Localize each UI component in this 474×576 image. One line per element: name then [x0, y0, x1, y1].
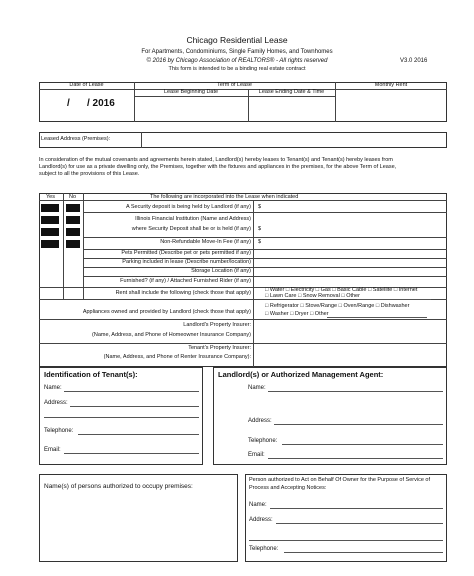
storage-location-label: Storage Location (if any)	[191, 268, 251, 274]
yes-checkbox-row-1[interactable]	[41, 204, 59, 212]
no-checkbox-row-1[interactable]	[66, 204, 80, 212]
landlord-name-label: Name:	[248, 385, 266, 391]
landlord-address-label: Address:	[248, 418, 272, 424]
tenant-insurer-label: Tenant's Property Insurer:	[188, 345, 251, 351]
tenant-telephone-field[interactable]	[78, 434, 199, 435]
no-column-header: No	[69, 194, 77, 200]
binding-notice: This form is intended to be a binding real estate contract	[168, 66, 306, 72]
version-label: V3.0 2016	[400, 58, 428, 64]
tenant-address-field[interactable]	[70, 406, 199, 407]
lease-beginning-date-header: Lease Beginning Date	[163, 89, 219, 95]
landlord-insurer-label: Landlord's Property Insurer:	[183, 322, 251, 328]
monthly-rent-header: Monthly Rent	[374, 82, 408, 88]
utilities-options-line-2[interactable]: □ Lawn Care □ Snow Removal □ Other	[265, 293, 360, 299]
landlord-telephone-label: Telephone:	[248, 438, 278, 444]
yes-column-header: Yes	[46, 194, 55, 200]
tenant-address-field-2[interactable]	[44, 417, 199, 418]
lease-ending-date-header: Lease Ending Date & Time	[258, 89, 325, 95]
yes-checkbox-row-4[interactable]	[41, 240, 59, 248]
landlord-name-field[interactable]	[268, 391, 443, 392]
no-checkbox-row-4[interactable]	[66, 240, 80, 248]
form-subtitle: For Apartments, Condominiums, Single Family Homes, and Townhomes	[141, 49, 333, 55]
landlord-telephone-field[interactable]	[282, 444, 443, 445]
authorized-name-label: Name:	[249, 502, 267, 508]
tenant-name-label: Name:	[44, 385, 62, 391]
intro-line-2: Landlord(s) for use as a private dwelling only, the Premises, together with the fixtures and appliances in the premises, for the above Term of Lease,	[39, 164, 397, 170]
landlord-email-label: Email:	[248, 452, 265, 458]
authorized-address-label: Address:	[249, 517, 273, 523]
landlord-box	[213, 367, 447, 465]
intro-line-3: subject to all the provisions of this Lease.	[39, 171, 140, 177]
appliances-options-line-2[interactable]: □ Washer □ Dryer □ Other	[265, 311, 329, 317]
tenant-telephone-label: Telephone:	[44, 428, 74, 434]
leased-address-field[interactable]	[142, 133, 446, 147]
lease-ending-date-field[interactable]	[249, 97, 334, 121]
appliances-options-line-1[interactable]: □ Refrigerator □ Stove/Range □ Oven/Range □ Dishwasher	[265, 303, 410, 309]
incorporated-header: The following are incorporated into the Lease when indicated	[150, 194, 299, 200]
landlord-title: Landlord(s) or Authorized Management Agent:	[218, 370, 384, 379]
tenant-email-label: Email:	[44, 447, 61, 453]
security-deposit-amount[interactable]: $	[258, 204, 262, 210]
authorized-telephone-label: Telephone:	[249, 546, 279, 552]
copyright-line: © 2016 by Chicago Association of REALTORS® - All rights reserved	[146, 58, 328, 64]
yes-checkbox-row-3[interactable]	[41, 228, 59, 236]
security-deposit-label: A Security deposit is being held by Landlord (if any)	[125, 204, 251, 210]
tenant-name-field[interactable]	[64, 391, 199, 392]
pets-permitted-label: Pets Permitted (Describe pet or pets permitted if any)	[121, 250, 251, 256]
tenant-email-field[interactable]	[64, 453, 199, 454]
move-in-fee-amount[interactable]: $	[258, 239, 262, 245]
appliances-label: Appliances owned and provided by Landlord (check those that apply)	[82, 309, 251, 315]
lease-beginning-date-field[interactable]	[135, 97, 247, 121]
deposit-held-label: where Security Deposit shall be or is held (if any)	[131, 226, 251, 232]
financial-institution-label: Illinois Financial Institution (Name and Address)	[135, 216, 251, 222]
monthly-rent-field[interactable]	[336, 90, 446, 121]
parking-label: Parking included in lease (Describe number/location)	[122, 259, 251, 265]
tenant-address-label: Address:	[44, 400, 68, 406]
date-slash-month[interactable]: /	[67, 98, 70, 109]
utilities-label: Rent shall include the following (check those that apply)	[115, 290, 251, 296]
date-year[interactable]: / 2016	[87, 98, 115, 109]
leased-address-label: Leased Address (Premises):	[41, 136, 111, 142]
authorized-agent-line-2: Process and Accepting Notices:	[249, 485, 327, 491]
tenant-identification-title: Identification of Tenant(s):	[44, 370, 138, 379]
deposit-held-amount[interactable]: $	[258, 226, 262, 232]
authorized-name-field[interactable]	[270, 508, 443, 509]
authorized-telephone-field[interactable]	[284, 552, 443, 553]
landlord-email-field[interactable]	[268, 458, 443, 459]
form-title: Chicago Residential Lease	[186, 35, 288, 45]
move-in-fee-label: Non-Refundable Move-In Fee (if any)	[160, 239, 251, 245]
authorized-agent-line-1: Person authorized to Act on Behalf Of Owner for the Purpose of Service of	[249, 477, 430, 483]
intro-line-1: In consideration of the mutual covenants and agreements herein stated, Landlord(s) hereby leases to Tenant(s) and Tenant(s) hereby leases from	[39, 157, 393, 163]
occupants-title: Name(s) of persons authorized to occupy premises:	[44, 483, 193, 490]
tenant-identification-box	[39, 367, 203, 465]
date-of-lease-header: Date of Lease	[69, 82, 104, 88]
tenant-insurer-field[interactable]	[254, 344, 446, 366]
landlord-insurer-note: (Name, Address, and Phone of Homeowner Insurance Company)	[92, 332, 251, 338]
utilities-options-line-1[interactable]: □ Water □ Electricity □ Gas □ Basic Cable □ Satellite □ Internet	[265, 287, 418, 293]
furnished-label: Furnished? (if any) / Attached Furnished Rider (if any)	[120, 278, 251, 284]
landlord-insurer-field[interactable]	[254, 320, 446, 342]
authorized-address-field-2[interactable]	[249, 540, 443, 541]
term-of-lease-header: Term of Lease	[217, 82, 252, 88]
no-checkbox-row-2[interactable]	[66, 216, 80, 224]
occupants-field[interactable]	[40, 495, 237, 561]
authorized-address-field[interactable]	[276, 523, 443, 524]
landlord-address-field[interactable]	[274, 424, 443, 425]
no-checkbox-row-3[interactable]	[66, 228, 80, 236]
tenant-insurer-note: (Name, Address, and Phone of Renter Insurance Company):	[103, 354, 251, 360]
yes-checkbox-row-2[interactable]	[41, 216, 59, 224]
